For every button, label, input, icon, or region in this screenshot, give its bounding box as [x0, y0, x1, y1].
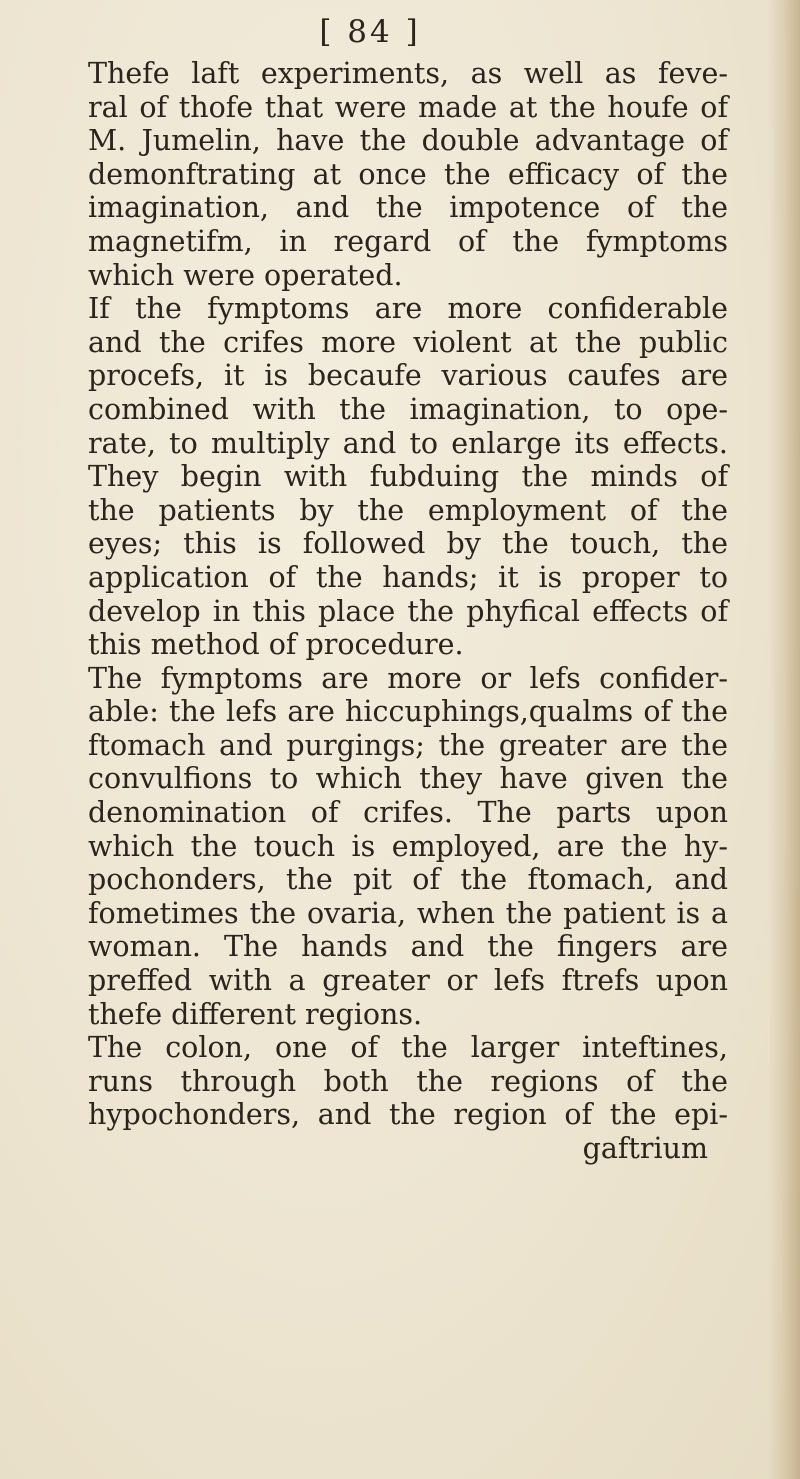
text-line: demonftrating at once the efficacy of the — [88, 157, 728, 191]
paragraph-4 — [88, 1031, 728, 1132]
text-line: denomination of crifes. The parts upon — [88, 796, 728, 830]
page-edge-shadow — [768, 0, 800, 1479]
text-line: procefs, it is becaufe various caufes are — [88, 359, 728, 393]
text-line: magnetifm, in regard of the fymptoms — [88, 224, 728, 258]
text-line: this method of procedure. — [88, 628, 464, 662]
text-line: ftomach and purgings; the greater are the — [88, 728, 728, 762]
text-line: application of the hands; it is proper to — [88, 560, 728, 594]
text-line: imagination, and the impotence of the — [88, 191, 728, 225]
text-line: ral of thofe that were made at the houfe of — [88, 90, 728, 124]
text-line: rate, to multiply and to enlarge its effects. — [88, 426, 728, 460]
text-line: pochonders, the pit of the ftomach, and — [88, 863, 728, 897]
text-line: The colon, one of the larger inteftines, — [88, 1031, 728, 1065]
paragraph-2 — [88, 292, 728, 662]
text-line: Thefe laft experiments, as well as feve- — [88, 57, 728, 90]
text-line: If the fymptoms are more confiderable — [88, 292, 728, 326]
text-line: woman. The hands and the fingers are — [88, 930, 728, 964]
text-line: convulfions to which they have given the — [88, 762, 728, 796]
text-line: fometimes the ovaria, when the patient is a — [88, 896, 728, 930]
text-line: the patients by the employment of the — [88, 493, 728, 527]
text-line: The fymptoms are more or lefs confider- — [88, 661, 728, 695]
text-line: M. Jumelin, have the double advantage of — [88, 124, 728, 158]
page-number: [ 84 ] — [319, 14, 421, 50]
text-line: develop in this place the phyfical effects of — [88, 594, 728, 628]
text-line: thefe different regions. — [88, 997, 423, 1031]
paragraph-1 — [88, 57, 728, 292]
text-line: able: the lefs are hiccuphings,qualms of the — [88, 695, 728, 729]
text-line: preffed with a greater or lefs ftrefs upon — [88, 964, 728, 998]
text-line: They begin with fubduing the minds of — [88, 460, 728, 494]
body-text — [88, 57, 728, 1166]
text-line: combined with the imagination, to ope- — [88, 392, 728, 426]
text-line: eyes; this is followed by the touch, the — [88, 527, 728, 561]
text-line: which the touch is employed, are the hy- — [88, 829, 728, 863]
text-line: hypochonders, and the region of the epi- — [88, 1098, 728, 1132]
catchword: gaftrium — [582, 1132, 708, 1165]
text-line: and the crifes more violent at the public — [88, 325, 728, 359]
paragraph-3 — [88, 662, 728, 1032]
text-line: which were operated. — [88, 258, 403, 292]
text-line: runs through both the regions of the — [88, 1064, 728, 1098]
